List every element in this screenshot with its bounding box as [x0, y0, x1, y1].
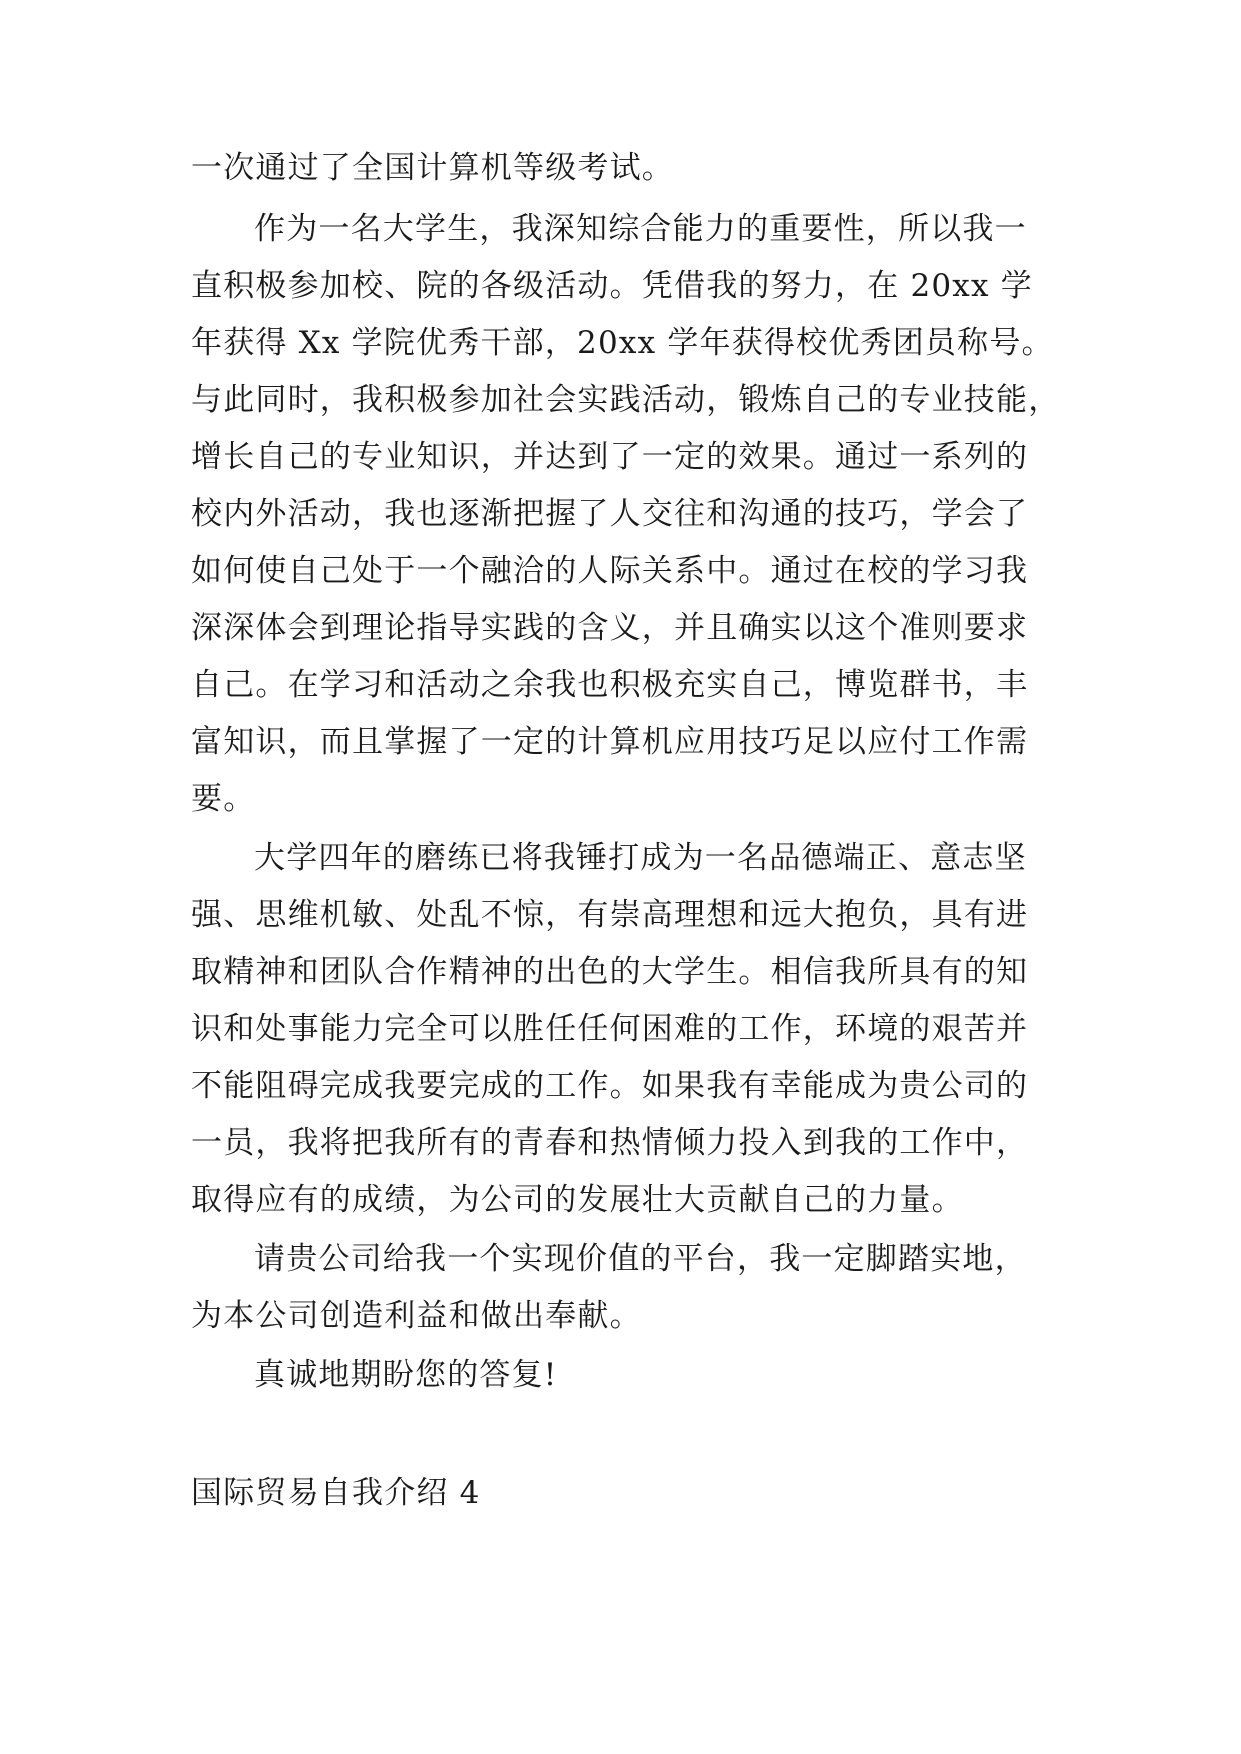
paragraph-first-line: 大学四年的磨练已将我锤打成为一名品德端正、意志坚: [254, 840, 1027, 876]
text-line: 不能阻碍完成我要完成的工作。如果我有幸能成为贵公司的: [191, 1068, 1029, 1104]
text-line: 与此同时，我积极参加社会实践活动，锻炼自己的专业技能，: [191, 382, 1061, 418]
paragraph-first-line: 作为一名大学生，我深知综合能力的重要性，所以我一: [254, 211, 1027, 247]
text-line: 一员，我将把我所有的青春和热情倾力投入到我的工作中，: [191, 1125, 1029, 1161]
text-line: 年获得 Xx 学院优秀干部，20xx 学年获得校优秀团员称号。: [191, 325, 1054, 361]
text-line: 富知识，而且掌握了一定的计算机应用技巧足以应付工作需: [191, 724, 1029, 760]
paragraph-first-line: 请贵公司给我一个实现价值的平台，我一定脚踏实地，: [254, 1241, 1027, 1277]
text-line: 取得应有的成绩，为公司的发展壮大贡献自己的力量。: [191, 1182, 964, 1218]
text-line: 识和处事能力完全可以胜任任何困难的工作，环境的艰苦并: [191, 1011, 1029, 1047]
text-line: 一次通过了全国计算机等级考试。: [191, 150, 674, 186]
text-line: 校内外活动，我也逐渐把握了人交往和沟通的技巧，学会了: [191, 496, 1029, 532]
text-line: 如何使自己处于一个融洽的人际关系中。通过在校的学习我: [191, 553, 1029, 589]
text-line: 要。: [191, 781, 256, 817]
text-line: 强、思维机敏、处乱不惊，有崇高理想和远大抱负，具有进: [191, 897, 1029, 933]
text-line: 深深体会到理论指导实践的含义，并且确实以这个准则要求: [191, 610, 1029, 646]
text-line: 自己。在学习和活动之余我也积极充实自己，博览群书，丰: [191, 667, 1029, 703]
section-heading: 国际贸易自我介绍 4: [191, 1475, 481, 1511]
text-line: 为本公司创造利益和做出奉献。: [191, 1298, 642, 1334]
closing-line: 真诚地期盼您的答复!: [254, 1357, 558, 1393]
text-line: 增长自己的专业知识，并达到了一定的效果。通过一系列的: [191, 439, 1029, 475]
text-line: 取精神和团队合作精神的出色的大学生。相信我所具有的知: [191, 954, 1029, 990]
text-line: 直积极参加校、院的各级活动。凭借我的努力，在 20xx 学: [191, 268, 1033, 304]
